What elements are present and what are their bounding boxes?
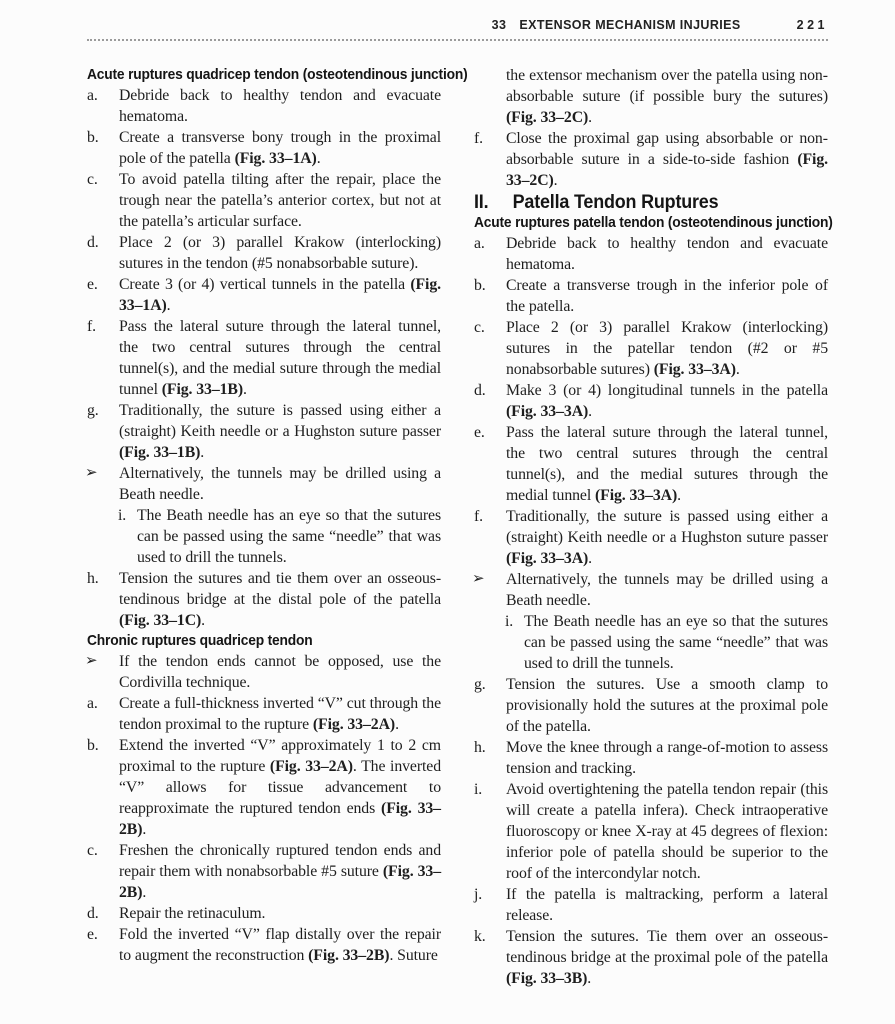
arrow-note xyxy=(87,463,441,505)
item-text: Avoid overtightening the patella tendon repair (this will create a patella infera). Check intraoperative fluoroscopy or knee X-ray at 45 degrees of flexion: inferior pole of patella should be superior to the roof of the intercondylar notch. xyxy=(506,781,828,882)
list-item xyxy=(474,779,828,884)
arrow-note-text: If the tendon ends cannot be opposed, use the Cordivilla technique. xyxy=(119,653,441,691)
list-item xyxy=(87,568,441,631)
item-label: d. xyxy=(474,382,486,399)
item-label: b. xyxy=(87,129,99,146)
list-item xyxy=(474,380,828,422)
list-item xyxy=(87,274,441,316)
item-text: Make 3 (or 4) longitudinal tunnels in the patella (Fig. 33–3A). xyxy=(506,382,828,420)
item-label: h. xyxy=(474,739,486,756)
section-title: Patella Tendon Ruptures xyxy=(512,191,719,213)
item-text: Create a full-thickness inverted “V” cut through the tendon proximal to the rupture (Fig. 33–2A). xyxy=(119,695,441,733)
list-item xyxy=(474,128,828,191)
column-left xyxy=(85,65,468,989)
item-label: g. xyxy=(87,402,99,419)
list-item xyxy=(474,926,828,989)
subitem-label: i. xyxy=(505,613,514,630)
item-text: Move the knee through a range-of-motion to assess tension and tracking. xyxy=(506,739,828,777)
section-heading xyxy=(474,191,800,213)
list-item xyxy=(87,232,441,274)
list-item xyxy=(87,85,441,127)
item-label: f. xyxy=(474,508,484,525)
arrow-note-text: Alternatively, the tunnels may be drilled using a Beath needle. xyxy=(506,571,828,609)
item-text: Debride back to healthy tendon and evacuate hematoma. xyxy=(506,235,828,273)
list-item xyxy=(474,674,828,737)
arrowhead-bullet-icon: ➢ xyxy=(85,463,98,481)
item-label: c. xyxy=(474,319,485,336)
item-label: f. xyxy=(87,318,97,335)
item-label: c. xyxy=(87,171,98,188)
item-label: j. xyxy=(474,886,483,903)
list-item xyxy=(87,735,441,840)
subitem-text: The Beath needle has an eye so that the sutures can be passed using the same “needle” that was used to drill the tunnels. xyxy=(524,613,828,672)
two-column-layout xyxy=(85,65,833,989)
item-text: Traditionally, the suture is passed using either a (straight) Keith needle or a Hughston suture passer (Fig. 33–1B). xyxy=(119,402,441,461)
list-item xyxy=(87,903,441,924)
item-label: h. xyxy=(87,570,99,587)
item-text: Debride back to healthy tendon and evacuate hematoma. xyxy=(119,87,441,125)
item-label: g. xyxy=(474,676,486,693)
chapter-number: 33 xyxy=(491,18,507,32)
list-item xyxy=(474,422,828,506)
item-text: Tension the sutures and tie them over an osseous-tendinous bridge at the distal pole of the patella (Fig. 33–1C). xyxy=(119,570,441,629)
sub-list-item xyxy=(474,611,828,674)
header-dotted-rule xyxy=(87,39,828,41)
item-text: Tension the sutures. Tie them over an osseous-tendinous bridge at the proximal pole of the patella (Fig. 33–3B). xyxy=(506,928,828,987)
subitem-text: The Beath needle has an eye so that the sutures can be passed using the same “needle” that was used to drill the tunnels. xyxy=(137,507,441,566)
list-item xyxy=(474,506,828,569)
arrow-note xyxy=(87,651,441,693)
list-item xyxy=(474,884,828,926)
chapter-title: EXTENSOR MECHANISM INJURIES xyxy=(519,18,741,32)
list-item xyxy=(474,275,828,317)
running-header xyxy=(87,18,828,39)
section-number: II. xyxy=(474,191,489,213)
item-text: Close the proximal gap using absorbable or nonabsorbable suture in a side-to-side fashion (Fig. 33–2C). xyxy=(506,130,828,189)
item-text: Repair the retinaculum. xyxy=(119,905,266,922)
item-label: k. xyxy=(474,928,486,945)
item-label: i. xyxy=(474,781,483,798)
arrowhead-bullet-icon: ➢ xyxy=(85,651,98,669)
item-label: a. xyxy=(87,87,98,104)
item-text: Place 2 (or 3) parallel Krakow (interlocking) sutures in the tendon (#5 nonabsorbable suture). xyxy=(119,234,441,272)
subitem-label: i. xyxy=(118,507,127,524)
arrowhead-bullet-icon: ➢ xyxy=(472,569,485,587)
item-label: d. xyxy=(87,234,99,251)
item-label: a. xyxy=(87,695,98,712)
list-item xyxy=(87,400,441,463)
item-text: Fold the inverted “V” flap distally over the repair to augment the reconstruction (Fig. 33–2B). Suture xyxy=(119,926,441,964)
item-text: To avoid patella tilting after the repair, place the trough near the patella’s anterior cortex, but not at the patella’s articular surface. xyxy=(119,171,441,230)
item-label: b. xyxy=(87,737,99,754)
item-text: Pass the lateral suture through the lateral tunnel, the two central sutures through the central tunnel(s), and the medial suture through the medial tunnel (Fig. 33–1B). xyxy=(119,318,441,398)
item-text: Place 2 (or 3) parallel Krakow (interlocking) sutures in the patellar tendon (#2 or #5 nonabsorbable sutures) (Fig. 33–3A). xyxy=(506,319,828,378)
continued-paragraph: the extensor mechanism over the patella using nonabsorbable suture (if possible bury the sutures) (Fig. 33–2C). xyxy=(506,67,828,126)
item-label: f. xyxy=(474,130,484,147)
item-label: c. xyxy=(87,842,98,859)
item-label: e. xyxy=(87,276,98,293)
list-item xyxy=(474,233,828,275)
item-text: Traditionally, the suture is passed using either a (straight) Keith needle or a Hughston suture passer (Fig. 33–3A). xyxy=(506,508,828,567)
list-item xyxy=(87,693,441,735)
item-label: e. xyxy=(474,424,485,441)
list-item xyxy=(474,737,828,779)
subheading: Acute ruptures quadricep tendon (osteotendinous junction) xyxy=(87,66,468,83)
item-text: Create 3 (or 4) vertical tunnels in the patella (Fig. 33–1A). xyxy=(119,276,441,314)
subheading: Acute ruptures patella tendon (osteotendinous junction) xyxy=(474,214,833,231)
list-item xyxy=(87,840,441,903)
list-item xyxy=(87,316,441,400)
item-label: e. xyxy=(87,926,98,943)
item-text: Create a transverse bony trough in the proximal pole of the patella (Fig. 33–1A). xyxy=(119,129,441,167)
list-item xyxy=(87,169,441,232)
list-item xyxy=(87,127,441,169)
item-text: Tension the sutures. Use a smooth clamp to provisionally hold the sutures at the proximal pole of the patella. xyxy=(506,676,828,735)
sub-list-item xyxy=(87,505,441,568)
subheading: Chronic ruptures quadricep tendon xyxy=(87,632,313,649)
item-label: d. xyxy=(87,905,99,922)
arrow-note-text: Alternatively, the tunnels may be drilled using a Beath needle. xyxy=(119,465,441,503)
list-item xyxy=(474,317,828,380)
arrow-note xyxy=(474,569,828,611)
item-text: Create a transverse trough in the inferior pole of the patella. xyxy=(506,277,828,315)
item-text: Extend the inverted “V” approximately 1 to 2 cm proximal to the rupture (Fig. 33–2A). The inverted “V” allows for tissue advancement to reapproximate the ruptured tendon ends (Fig. 33–2B). xyxy=(119,737,441,838)
list-item xyxy=(87,924,441,966)
item-label: b. xyxy=(474,277,486,294)
column-right xyxy=(472,65,833,989)
item-text: If the patella is maltracking, perform a lateral release. xyxy=(506,886,828,924)
item-text: Freshen the chronically ruptured tendon ends and repair them with nonabsorbable #5 suture (Fig. 33–2B). xyxy=(119,842,441,901)
item-label: a. xyxy=(474,235,485,252)
item-text: Pass the lateral suture through the lateral tunnel, the two central sutures through the central tunnel(s), and the medial sutures through the medial tunnel (Fig. 33–3A). xyxy=(506,424,828,504)
page-number: 221 xyxy=(796,18,828,32)
